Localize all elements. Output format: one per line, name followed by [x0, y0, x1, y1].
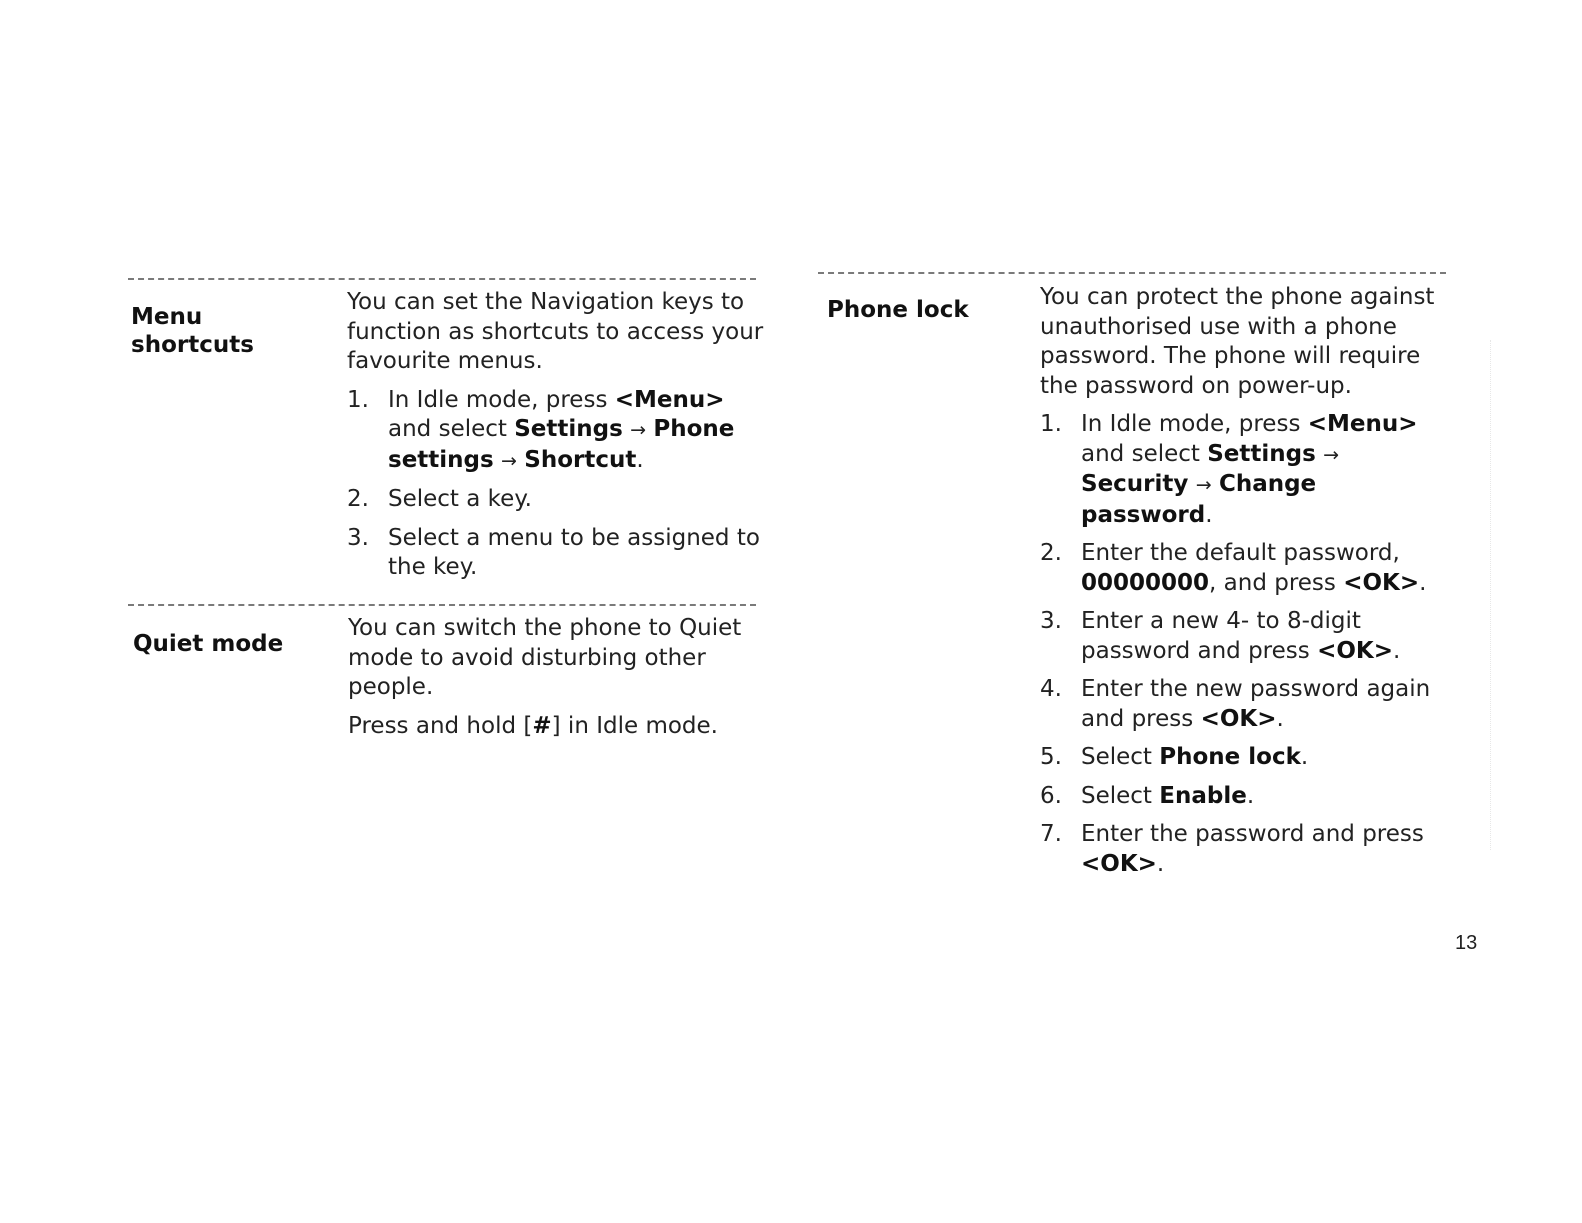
section-divider	[128, 604, 756, 606]
step-menu-item: password	[1081, 501, 1206, 528]
step-text: and select	[1081, 440, 1208, 467]
section-body-phone-lock	[1040, 283, 1460, 888]
hash-key: #	[532, 712, 552, 739]
note-text: Press and hold [	[348, 712, 533, 739]
step-key: <Menu>	[1307, 411, 1418, 437]
section-divider	[818, 272, 1446, 274]
step-number: 6.	[1040, 782, 1062, 809]
section-title-line: Phone lock	[827, 297, 969, 323]
step-item	[1040, 607, 1460, 666]
step-menu-item: Settings	[1207, 440, 1316, 467]
step-text: .	[1276, 705, 1284, 732]
step-text: .	[1156, 850, 1165, 877]
page-number: 13	[1455, 932, 1478, 954]
section-title-line: Quiet mode	[133, 631, 284, 657]
step-text: Enter the default password,	[1081, 540, 1400, 566]
step-number: 1.	[347, 386, 369, 413]
step-item	[1040, 539, 1460, 598]
step-number: 3.	[347, 524, 369, 551]
step-text: Enter the new password again and press	[1081, 676, 1431, 732]
step-text: Select	[1081, 744, 1160, 770]
step-text: .	[1419, 569, 1427, 596]
section-intro: You can set the Navigation keys to function as shortcuts to access your favourite menus.	[347, 289, 764, 374]
arrow-icon: →	[1323, 443, 1340, 466]
note-text: ] in Idle mode.	[551, 712, 718, 739]
step-number: 2.	[347, 486, 369, 512]
step-item	[1040, 743, 1460, 773]
steps-list	[347, 386, 767, 583]
arrow-icon: →	[630, 419, 647, 441]
step-text: Enter a new 4- to 8-digit password and press	[1081, 608, 1361, 664]
step-menu-item: Phone lock	[1159, 744, 1301, 770]
section-note	[348, 712, 768, 742]
step-key: <OK>	[1081, 850, 1157, 877]
step-number: 2.	[1040, 540, 1062, 566]
step-text: .	[1300, 744, 1309, 770]
step-text: and select	[388, 416, 515, 442]
default-password: 00000000	[1081, 569, 1210, 596]
section-intro: You can protect the phone against unauthorised use with a phone password. The phone will require the password on power-up.	[1040, 284, 1435, 399]
step-number: 7.	[1040, 821, 1062, 847]
section-title-menu-shortcuts	[131, 303, 331, 359]
step-text: Select a menu to be assigned to the key.	[388, 524, 760, 580]
step-item	[347, 485, 767, 515]
section-divider	[128, 278, 756, 280]
step-text: Select	[1081, 782, 1160, 809]
section-intro: You can switch the phone to Quiet mode to avoid disturbing other people.	[348, 615, 742, 700]
step-menu-item: Change	[1218, 471, 1317, 497]
arrow-icon: →	[501, 449, 517, 472]
step-item	[347, 386, 767, 477]
step-number: 3.	[1040, 608, 1062, 634]
step-menu-item: Phone	[653, 416, 735, 442]
step-text: Enter the password and press	[1081, 821, 1424, 847]
step-text: .	[1246, 782, 1255, 809]
step-key: <OK>	[1343, 569, 1420, 596]
section-title-line: Menu	[131, 304, 203, 330]
arrow-icon: →	[1195, 474, 1212, 496]
step-text: .	[1205, 501, 1213, 528]
step-text: In Idle mode, press	[1081, 411, 1308, 437]
step-menu-item: settings	[388, 446, 494, 473]
step-number: 5.	[1040, 744, 1062, 770]
step-menu-item: Security	[1081, 471, 1189, 497]
section-title-phone-lock	[827, 296, 1027, 324]
step-item	[1040, 820, 1460, 879]
step-key: <OK>	[1200, 705, 1277, 732]
section-body-quiet-mode	[348, 614, 768, 750]
scan-artifact	[1490, 340, 1546, 850]
step-key: <OK>	[1317, 637, 1393, 664]
step-item	[347, 524, 767, 583]
step-number: 4.	[1040, 676, 1062, 702]
step-text: Select a key.	[388, 486, 532, 512]
step-text: In Idle mode, press	[388, 386, 615, 413]
step-key: <Menu>	[614, 386, 725, 413]
step-number: 1.	[1040, 411, 1062, 437]
section-title-line: shortcuts	[131, 332, 254, 358]
step-item	[1040, 410, 1460, 530]
step-item	[1040, 675, 1460, 734]
step-item	[1040, 782, 1460, 812]
section-title-quiet-mode	[133, 630, 333, 658]
step-text: .	[1393, 637, 1401, 664]
step-menu-item: Settings	[514, 416, 623, 442]
section-body-menu-shortcuts	[347, 288, 767, 592]
step-text: .	[636, 446, 644, 473]
step-menu-item: Enable	[1159, 782, 1247, 809]
steps-list	[1040, 410, 1460, 879]
step-text: , and press	[1209, 569, 1344, 596]
step-menu-item: Shortcut	[524, 446, 637, 473]
